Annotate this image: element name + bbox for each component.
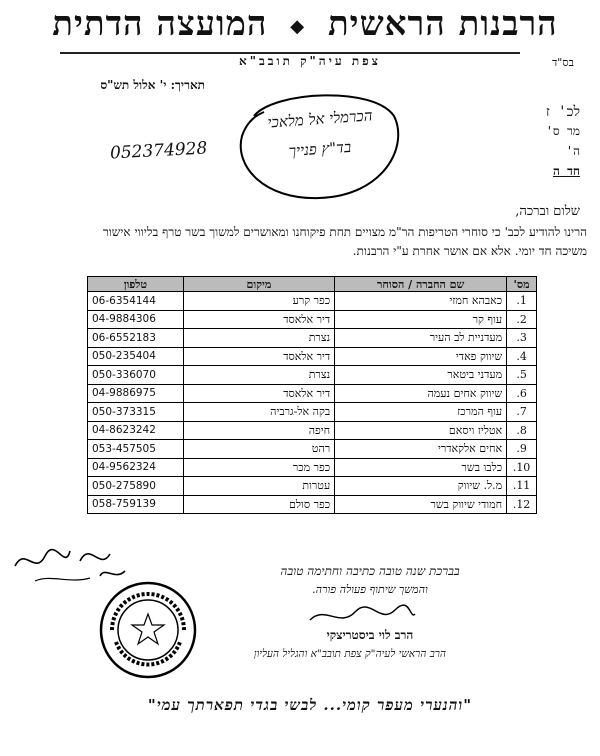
row-name: מעדניית לב העיר [335,329,507,348]
row-location: נצרת [183,366,334,385]
row-phone: 050-373315 [88,403,184,422]
merchants-table [87,276,537,514]
row-name: חמודי שיווק בשר [335,495,507,514]
row-phone: 06-6552183 [88,329,184,348]
letter-body: הרינו להודיע לכב' כי סוחרי הטריפות הר"מ מצויים תחת פיקוחנו ומאושרים למשוך בשר טרף בליווי אישור משיכה חד יומי. אלא אם אושר אחרת ע"י הרבנות. [102,225,587,258]
row-location: דיר אלאסד [183,310,334,329]
row-num: 5. [507,366,537,385]
row-num: 10. [507,458,537,477]
row-phone: 050-275890 [88,477,184,496]
row-location: רהט [183,440,334,459]
row-num: 7. [507,403,537,422]
row-num: 9. [507,440,537,459]
letterhead-title [40,4,570,44]
handwritten-scribble [10,536,130,586]
row-phone: 058-759139 [88,495,184,514]
table-row [88,310,537,329]
table-row [88,403,537,422]
row-phone: 04-9562324 [88,458,184,477]
table-row [88,329,537,348]
handwritten-note-line-2: בד"ץ פנייך [288,137,352,161]
row-name: מ.ל. שיווק [335,477,507,496]
row-num: 1. [507,292,537,311]
row-name: עוף המרכז [335,403,507,422]
header-location: מיקום [183,277,334,292]
table-row [88,366,537,385]
table-row [88,458,537,477]
row-name: אטליז ויסאם [335,421,507,440]
row-location: דיר אלאסד [183,384,334,403]
row-location: כפר קרע [183,292,334,311]
header-phone: טלפון [88,277,184,292]
row-location: כפר סולם [183,495,334,514]
recipient-line-1: לכ' ז [545,104,580,120]
table-row [88,477,537,496]
row-num: 12. [507,495,537,514]
signature [300,600,420,630]
header-num: מס' [507,277,537,292]
closing-wish: והמשך שיתוף פעולה פורה. [312,583,428,596]
row-name: אחים אלקאדרי [335,440,507,459]
letterhead-subtitle: צפת עיה"ק תובב"א [239,54,381,68]
row-name: עוף קר [335,310,507,329]
row-phone: 053-457505 [88,440,184,459]
signer-name: הרב לוי ביסטריצקי [326,628,414,642]
row-location: דיר אלאסד [183,347,334,366]
header-name: שם החברה / הסוחר [335,277,507,292]
row-num: 2. [507,310,537,329]
table-row [88,440,537,459]
row-phone: 04-9886975 [88,384,184,403]
rabbinate-stamp [98,580,198,680]
row-num: 8. [507,421,537,440]
handwritten-phone: 052374928 [109,138,208,164]
letterhead-title-right: הרבנות הראשית [327,4,558,44]
row-num: 6. [507,384,537,403]
row-name: כלבו בשר [335,458,507,477]
row-name: מעדני ביטאר [335,366,507,385]
row-phone: 06-6354144 [88,292,184,311]
recipient-line-4: חד ה [553,164,580,178]
row-num: 11. [507,477,537,496]
row-name: שיווק אחים נעמה [335,384,507,403]
row-location: כפר מכר [183,458,334,477]
table-row [88,495,537,514]
row-num: 4. [507,347,537,366]
table-row [88,384,537,403]
recipient-line-3: ה' [565,144,580,158]
letterhead-title-left: המועצה הדתית [52,4,268,44]
recipient-line-2: מר ס' [545,124,580,138]
row-phone: 050-336070 [88,366,184,385]
row-name: שיווק פאדי [335,347,507,366]
closing-blessing: בברכת שנה טובה כתיבה וחתימה טובה [280,564,460,578]
footer-slogan: "והנערי מעפר קומי... לבשי בגדי תפארתך עמי" [147,696,473,714]
bsd-mark: בס"ד [552,56,574,69]
row-phone: 04-8623242 [88,421,184,440]
row-location: בקה אל-גרביה [183,403,334,422]
row-location: נצרת [183,329,334,348]
table-row [88,347,537,366]
handwritten-note-line-1: הכרמלי אל מלאכי [266,106,373,132]
row-num: 3. [507,329,537,348]
table-row [88,292,537,311]
letter-date: תאריך: י' אלול תש"ס [100,78,205,92]
table-header-row [88,277,537,292]
row-location: חיפה [183,421,334,440]
row-phone: 050-235404 [88,347,184,366]
letter-greeting: שלום וברכה, [515,204,580,219]
row-name: כאבהא חמזי [335,292,507,311]
table-row [88,421,537,440]
row-phone: 04-9884306 [88,310,184,329]
signer-title: הרב הראשי לעיה"ק צפת תובב"א והגליל העליון [253,648,447,660]
row-location: עטרות [183,477,334,496]
letterhead-separator: ◆ [290,15,306,37]
